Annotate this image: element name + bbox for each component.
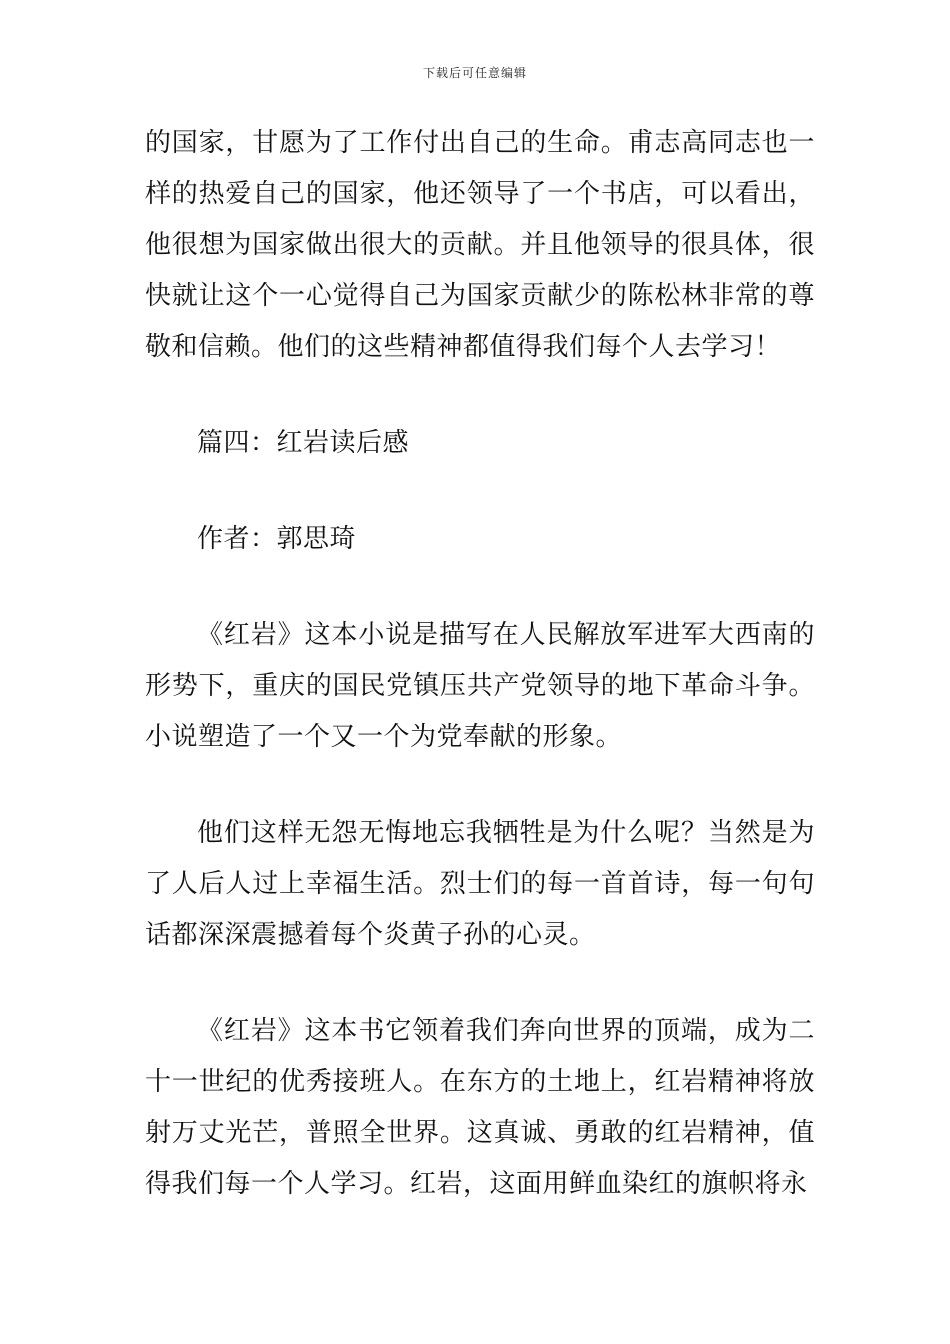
paragraph-intro: 《红岩》这本小说是描写在人民解放军进军大西南的形势下，重庆的国民党镇压共产党领导的地下革命斗争。小说塑造了一个又一个为党奉献的形象。 bbox=[145, 620, 815, 752]
paragraph-spirit: 《红岩》这本书它领着我们奔向世界的顶端，成为二十一世纪的优秀接班人。在东方的土地上，红岩精神将放射万丈光芒，普照全世界。这真诚、勇敢的红岩精神，值得我们每一个人学习。红岩，这面用鲜血染红的旗帜将永 bbox=[145, 1016, 815, 1199]
section-heading: 篇四：红岩读后感 bbox=[197, 428, 410, 458]
header-note: 下载后可任意编辑 bbox=[422, 66, 527, 80]
paragraph-gap bbox=[145, 469, 815, 514]
paragraph-gap bbox=[145, 373, 815, 418]
paragraph-gap bbox=[145, 565, 815, 610]
paragraph-continued: 的国家，甘愿为了工作付出自己的生命。甫志高同志也一样的热爱自己的国家，他还领导了一个书店，可以看出，他很想为国家做出很大的贡献。并且他领导的很具体，很快就让这个一心觉得自己为国家贡献少的陈松林非常的尊敬和信赖。他们的这些精神都值得我们每个人去学习！ bbox=[145, 128, 815, 362]
paragraph-gap bbox=[145, 763, 815, 808]
paragraph-gap bbox=[145, 961, 815, 1006]
document-body bbox=[145, 118, 815, 1210]
paragraph-sacrifice: 他们这样无怨无悔地忘我牺牲是为什么呢？当然是为了人后人过上幸福生活。烈士们的每一首首诗，每一句句话都深深震撼着每个炎黄子孙的心灵。 bbox=[145, 818, 815, 950]
author-line: 作者：郭思琦 bbox=[197, 524, 357, 554]
